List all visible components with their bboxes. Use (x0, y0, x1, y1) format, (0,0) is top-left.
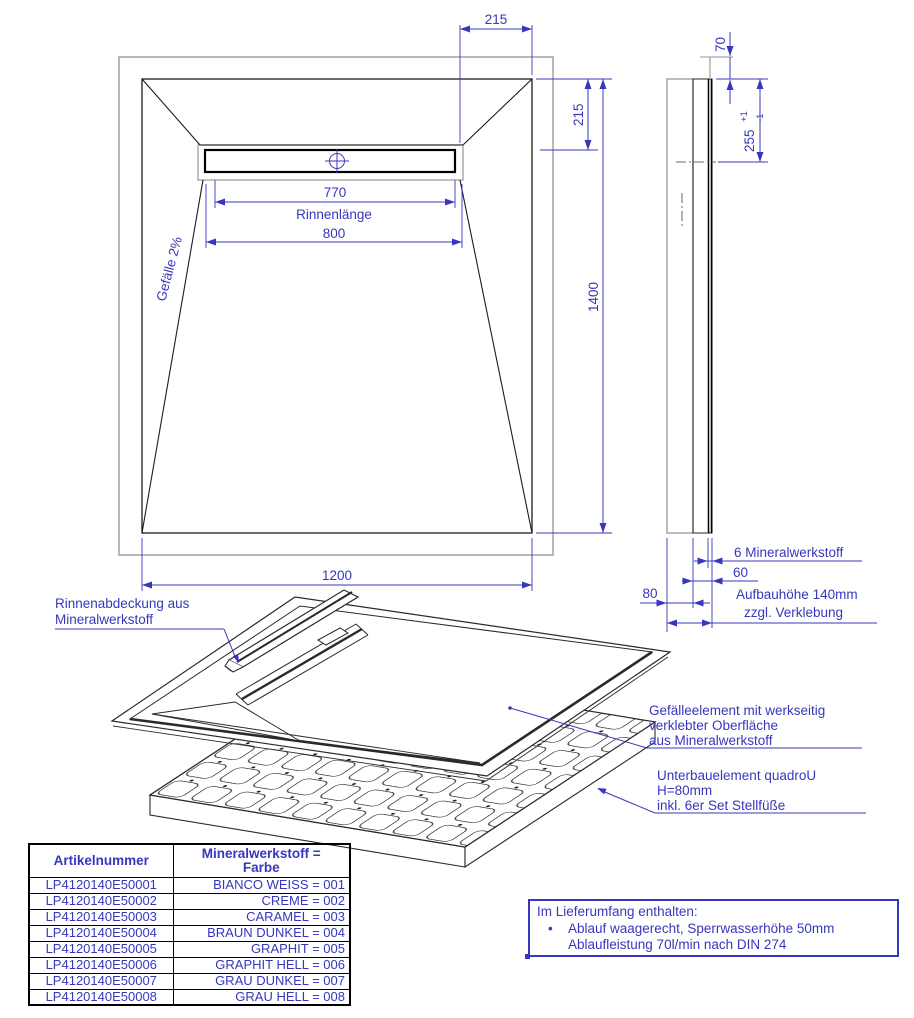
top-view-dimension-lines (142, 29, 603, 585)
farbe-cell: GRAPHIT HELL = 006 (173, 957, 350, 973)
dim-80: 80 (642, 586, 658, 601)
label-6-mineralwerkstoff: 6 Mineralwerkstoff (734, 545, 844, 560)
table-row (29, 909, 350, 925)
artikelnummer-cell: LP4120140E50007 (29, 973, 173, 989)
label-gefaelle: Gefälle 2% (153, 235, 185, 303)
farbe-cell: BRAUN DUNKEL = 004 (173, 925, 350, 941)
label-unterbau-3: inkl. 6er Set Stellfüße (657, 798, 786, 813)
dim-800: 800 (322, 226, 346, 241)
header-artikelnummer: Artikelnummer (29, 844, 173, 877)
lieferumfang-title: Im Lieferumfang enthalten: (537, 904, 698, 919)
lieferumfang-item-line1: Ablauf waagerecht, Sperrwasserhöhe 50mm (568, 920, 835, 936)
dim-215-top: 215 (484, 12, 508, 27)
table-row (29, 925, 350, 941)
dim-255-tol-minus: -1 (755, 113, 766, 122)
top-view-outer-board (119, 57, 553, 555)
side-view (640, 32, 877, 632)
side-board-protrusion (700, 57, 733, 79)
label-rinnenlaenge: Rinnenlänge (296, 207, 372, 222)
bullet-icon: • (548, 920, 553, 936)
farbe-cell: GRAU HELL = 008 (173, 989, 350, 1005)
label-gefaelleelement-2: verklebter Oberfläche (649, 718, 779, 733)
dim-1200: 1200 (321, 568, 353, 583)
label-gefaelleelement-3: aus Mineralwerkstoff (649, 733, 773, 748)
lieferumfang-item-line2: Ablaufleistung 70l/min nach DIN 274 (568, 937, 787, 952)
side-mineral-layer (709, 79, 712, 533)
label-unterbau-1: Unterbauelement quadroU (657, 768, 817, 783)
farbe-cell: CREME = 002 (173, 893, 350, 909)
dim-215-right: 215 (571, 103, 586, 126)
dim-770: 770 (323, 185, 347, 200)
slope-fold-lines (142, 79, 532, 533)
article-table (28, 843, 351, 1006)
label-unterbau-2: H=80mm (657, 783, 713, 798)
lieferumfang-box-anchor (525, 954, 530, 959)
farbe-cell: BIANCO WEISS = 001 (173, 877, 350, 893)
side-unterbau-section (667, 79, 693, 533)
artikelnummer-cell: LP4120140E50008 (29, 989, 173, 1005)
farbe-cell: GRAU DUNKEL = 007 (173, 973, 350, 989)
farbe-cell: GRAPHIT = 005 (173, 941, 350, 957)
artikelnummer-cell: LP4120140E50003 (29, 909, 173, 925)
header-mineralwerkstoff: Mineralwerkstoff = Farbe (173, 844, 350, 877)
table-row (29, 973, 350, 989)
dim-1400: 1400 (586, 281, 601, 312)
table-row (29, 877, 350, 893)
top-view-tray-outline (142, 79, 532, 533)
table-row (29, 957, 350, 973)
table-row (29, 893, 350, 909)
lieferumfang-item (537, 921, 891, 938)
iso-view (55, 590, 866, 867)
artikelnummer-cell: LP4120140E50006 (29, 957, 173, 973)
table-header-row (29, 844, 350, 877)
top-view-extension-lines (142, 25, 612, 591)
artikelnummer-cell: LP4120140E50002 (29, 893, 173, 909)
artikelnummer-cell: LP4120140E50001 (29, 877, 173, 893)
lieferumfang-box (528, 899, 899, 957)
artikelnummer-cell: LP4120140E50004 (29, 925, 173, 941)
dim-255-tol-plus: +1 (739, 111, 750, 122)
label-rinnenabdeckung-2: Mineralwerkstoff (55, 612, 154, 627)
label-aufbauhoehe-1: Aufbauhöhe 140mm (736, 587, 858, 602)
artikelnummer-cell: LP4120140E50005 (29, 941, 173, 957)
label-gefaelleelement-1: Gefälleelement mit werkseitig (649, 703, 826, 718)
top-view (119, 12, 612, 591)
label-aufbauhoehe-2: zzgl. Verklebung (744, 605, 844, 620)
label-rinnenabdeckung-1: Rinnenabdeckung aus (55, 596, 190, 611)
dim-255: 255 (742, 129, 757, 152)
dim-60: 60 (733, 565, 749, 580)
leader-unterbauelement (597, 768, 866, 813)
table-row (29, 989, 350, 1005)
dim-70: 70 (713, 36, 728, 52)
farbe-cell: CARAMEL = 003 (173, 909, 350, 925)
table-row (29, 941, 350, 957)
side-centerlines (676, 162, 716, 228)
